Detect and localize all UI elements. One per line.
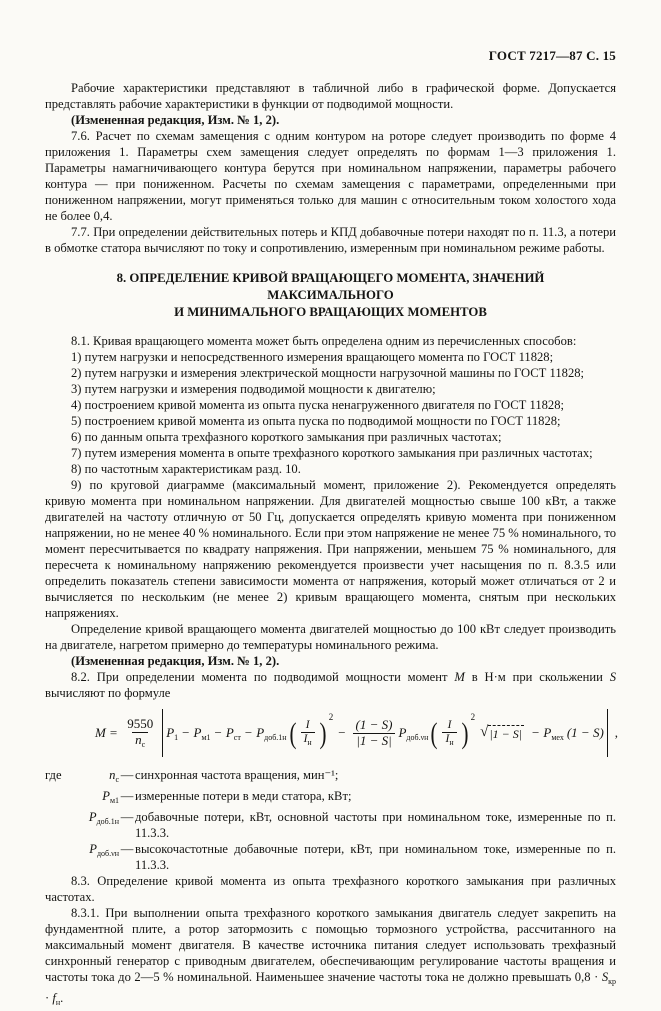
minus-3: − <box>244 725 253 740</box>
definition-pdob1n: $P_{доб.1н}$ — добавочные потери, кВт, основной частоты при номинальном токе, измеренные по п. 11.3.3. <box>88 810 616 840</box>
multiply-dot: · <box>45 991 53 1005</box>
dash: — <box>120 789 134 803</box>
trailing-comma: , <box>614 725 619 740</box>
term-P1: $P_1$ <box>166 724 179 742</box>
method-item-1: 1) путем нагрузки и непосредственного измерения вращающего момента по ГОСТ 11828; <box>71 350 554 364</box>
formula-lhs: M <box>95 725 106 740</box>
p82-text-3: вычисляют по формуле <box>45 686 171 700</box>
method-item-8: 8) по частотным характеристикам разд. 10. <box>71 462 301 476</box>
amendment-note-1: (Измененная редакция, Изм. № 1, 2). <box>71 113 280 127</box>
term-Pdob1n: $P_{доб.1н}$ <box>256 724 287 742</box>
radical-icon: √ <box>480 723 489 740</box>
page-header: ГОСТ 7217—87 С. 15 <box>488 48 616 63</box>
paren-close-icon: ) <box>461 716 469 750</box>
section-8-heading-line2: И МИНИМАЛЬНОГО ВРАЩАЮЩИХ МОМЕНТОВ <box>174 305 487 319</box>
var-Skr: $S_{кр}$ <box>601 970 616 986</box>
paragraph-under-100kw: Определение кривой вращающего момента двигателей мощностью до 100 кВт следует производить на двигателе, нагретом примерно до температуры номинального режима. <box>45 622 616 652</box>
minus-1: − <box>182 725 190 740</box>
definition-pdobvn: $P_{доб.\nu н}$ — высокочастотные добавочные потери, кВт, при номинальном токе, измеренные по п. 11.3.3. <box>89 842 616 872</box>
method-item-7: 7) путем измерения момента в опыте трехфазного короткого замыкания при различных частотах; <box>71 446 593 460</box>
term-Pmex-arg: (1 − S) <box>566 725 604 740</box>
var-S: S <box>609 670 617 684</box>
p831-period: . <box>60 991 64 1005</box>
dash: — <box>120 842 134 856</box>
term-Pst: $P_{ст}$ <box>225 724 241 742</box>
paren-close-icon: ) <box>319 716 327 750</box>
sqrt-term: √ |1 − S| <box>480 723 523 741</box>
paren-open-icon: ( <box>289 716 297 750</box>
paren-open-icon: ( <box>430 716 438 750</box>
bracket-open <box>162 709 163 757</box>
p831-coef: 0,8 <box>574 970 591 984</box>
paragraph-7-6: 7.6. Расчет по схемам замещения с одним контуром на роторе следует производить по форме 4 приложения 1. Параметры схем замещения следует определять по формам 1—3 приложения 1. Параметры намагничивающего контура берутся при номинальном напряжении, параметры рабочего контура — при пониженном. Расчеты по схемам замещения с параметрами, определенными при пониженном напряжении, могут применяться только для машин с относительным током холостого хода не более 0,4. <box>45 129 616 223</box>
definition-pm1: $P_{м1}$ — измеренные потери в меди статора, кВт; <box>45 788 616 809</box>
bracket-close <box>607 709 608 757</box>
method-item-2: 2) путем нагрузки и измерения электрической мощности нагрузочной машины по ГОСТ 11828; <box>71 366 585 380</box>
multiply-dot: · <box>590 970 602 984</box>
paragraph-8-2 <box>45 669 616 701</box>
minus-5: − <box>532 725 540 740</box>
var-fn: $f_н$ <box>52 991 61 1007</box>
paragraph-7-7: 7.7. При определении действительных потерь и КПД добавочные потери находят по п. 11.3, а потери в обмотке статора вычисляют по току и сопротивлению, измеренным при номинальном режиме работы. <box>45 225 616 255</box>
where-label: где <box>45 768 62 782</box>
method-item-4: 4) построением кривой момента из опыта пуска ненагруженного двигателя по ГОСТ 11828; <box>71 398 565 412</box>
p82-text-1: 8.2. При определении момента по подводимой мощности момент <box>71 670 455 684</box>
minus-4: − <box>338 725 346 740</box>
paragraph-8-3-1 <box>45 905 616 1011</box>
term-Pm1: $P_{м1}$ <box>193 724 211 742</box>
p82-text-2: в Н·м при скольжении <box>464 670 610 684</box>
p831-text: 8.3.1. При выполнении опыта трехфазного короткого замыкания двигатель следует закрепить на фундаментной плите, а ротор затормозить с помощью тормозного устройства, рассчитанного на максимальный момент двигателя. В качестве источника питания следует использовать трехфазный синхронный генератор с приводным двигателем, обеспечивающим регулирование частоты вращения и частоты тока до 2—5 % номинальной. Наименьшее значение частоты тока не должно превышать <box>45 906 616 984</box>
coefficient-fraction: $\frac{9550}{n_с}$ <box>127 715 154 749</box>
definition-nc: где $n_с$ — синхронная частота вращения, мин⁻¹; <box>45 767 616 788</box>
term-Pdobvn: $P_{доб.\nu н}$ <box>398 724 429 742</box>
equals-sign: = <box>109 725 118 740</box>
amendment-note-2: (Измененная редакция, Изм. № 1, 2). <box>71 654 280 668</box>
paragraph-intro: Рабочие характеристики представляют в табличной либо в графической форме. Допускается представлять рабочие характеристики в функции от подводимой мощности. <box>45 81 616 111</box>
method-item-5: 5) построением кривой момента из опыта пуска по подводимой мощности по ГОСТ 11828; <box>71 414 561 428</box>
paragraph-8-3: 8.3. Определение кривой момента из опыта трехфазного короткого замыкания при различных частотах. <box>45 874 616 904</box>
term-Pmex: $P_{мех}$ <box>543 724 564 742</box>
dash: — <box>120 810 134 824</box>
current-ratio-squared-2: ( $\frac{I}{I_н}$ ) 2 <box>430 712 476 750</box>
current-ratio-squared-1: ( $\frac{I}{I_н}$ ) 2 <box>289 712 334 750</box>
var-M: М <box>454 670 465 684</box>
exponent-2: 2 <box>470 712 476 722</box>
paragraph-8-1: 8.1. Кривая вращающего момента может быть определена одним из перечисленных способов: <box>71 334 577 348</box>
dash: — <box>120 768 134 782</box>
exponent-2: 2 <box>328 712 334 722</box>
section-8-heading-line1: 8. ОПРЕДЕЛЕНИЕ КРИВОЙ ВРАЩАЮЩЕГО МОМЕНТА, ЗНАЧЕНИЙ МАКСИМАЛЬНОГО <box>116 271 545 302</box>
slip-sign-fraction: $\frac{(1 - S)}{|1 - S|}$ <box>353 718 396 749</box>
torque-formula <box>95 709 619 757</box>
method-item-3: 3) путем нагрузки и измерения подводимой мощности к двигателю; <box>71 382 436 396</box>
minus-2: − <box>214 725 222 740</box>
section-8-heading <box>55 270 606 321</box>
method-item-6: 6) по данным опыта трехфазного короткого замыкания при различных частотах; <box>71 430 502 444</box>
method-item-9-paragraph: 9) по круговой диаграмме (максимальный момент, приложение 2). Рекомендуется определять кривую момента при номинальном напряжении. Для двигателей мощностью свыше 100 кВт, а также двигателей на частоту отличную от 50 Гц, допускается определять кривую момента при пониженном напряжении, но не менее 40 % номинального. Если при этом напряжение не менее 75 % номинального, то момент пересчитывается по квадрату напряжения. При напряжении, меньшем 75 % номинального, для пересчета к номинальному напряжению рекомендуется произвести учет насыщения по п. 8.3.5 или определить показатель степени зависимости момента от напряжения, который может отличаться от 2 и вычисляется по нескольким (не менее 2) кривым вращающего момента, снятым при нескольких напряжениях. <box>45 478 616 620</box>
